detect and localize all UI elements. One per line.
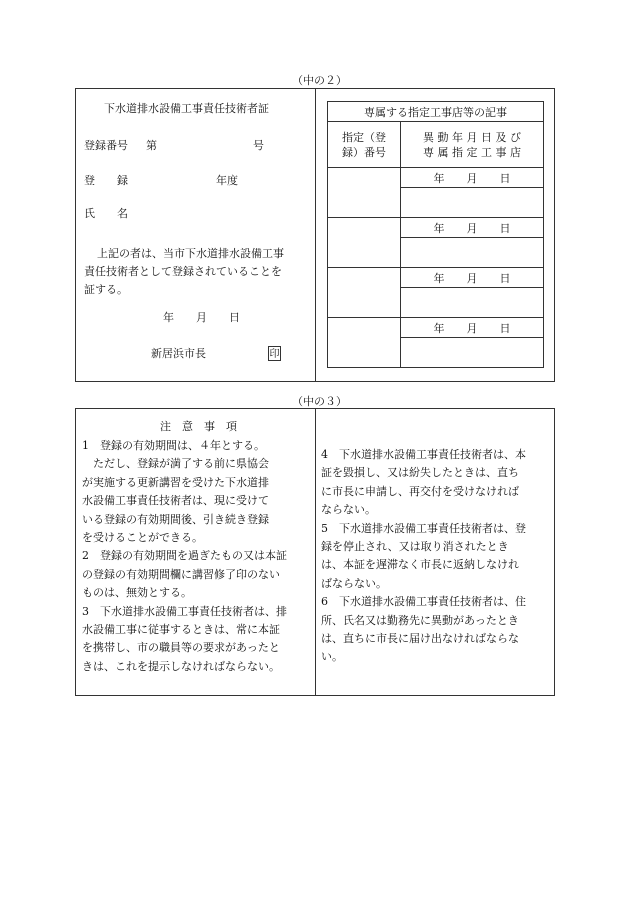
register-date-cell-4: 年 月 日 [401,318,544,338]
note-line: きは、これを提示しなければならない。 [82,659,280,673]
note-line: 5 下水道排水設備工事責任技術者は、登 [321,521,526,535]
notes-title: 注 意 事 項 [160,420,237,433]
note-line: に市長に申請し、再交付を受けなければ [321,484,519,498]
note-line: ならない。 [321,503,376,517]
issuer-name: 新居浜市長 [151,347,206,360]
note-line: い。 [321,650,343,664]
header-change-line-2: 専 属 指 定 工 事 店 [423,145,521,159]
section-label-2: （中の２） [292,74,347,87]
center-divider [315,89,316,381]
note-line: 3 下水道排水設備工事責任技術者は、排 [82,604,287,618]
note-line: は、本証を遅滞なく市長に返納しなけれ [321,558,519,572]
register-date-cell-3: 年 月 日 [401,268,544,288]
register-number-cell-4 [328,318,401,368]
note-line: 録を停止され、又は取り消されたとき [321,540,509,554]
register-number-cell-3 [328,268,401,318]
note-line: ばならない。 [321,576,387,590]
certificate-title: 下水道排水設備工事責任技術者証 [104,102,269,115]
note-line: 水設備工事に従事するときは、常に本証 [82,623,280,637]
issue-date: 年 月 日 [163,311,240,324]
registration-label: 登 録 [84,174,128,187]
note-line: 4 下水道排水設備工事責任技術者は、本 [321,448,526,461]
register-title: 専属する指定工事店等の記事 [328,102,544,122]
register-header-number [328,122,401,168]
register-number-cell-2 [328,218,401,268]
header-change-line-1: 異 動 年 月 日 及 び [423,130,521,144]
note-line: 2 登録の有効期間を過ぎたもの又は本証 [82,549,287,563]
note-line: は、直ちに市長に届け出なければならな [321,632,519,646]
note-line: ものは、無効とする。 [82,586,192,600]
statement-line-1: 上記の者は、当市下水道排水設備工事 [97,247,284,260]
note-line: ただし、登録が満了する前に県協会 [82,457,269,471]
registration-number-suffix: 号 [253,139,264,152]
header-number-line-1: 指定（登 [342,130,386,144]
header-number-line-2: 録）番号 [342,145,386,159]
note-line: 1 登録の有効期間は、４年とする。 [82,439,265,452]
note-line: が実施する更新講習を受けた下水道排 [82,475,269,489]
affiliation-register-table [327,101,544,368]
note-line: 水設備工事責任技術者は、現に受けて [82,494,269,508]
registration-number-label: 登録番号 [84,139,128,152]
register-header-change [401,122,544,168]
registration-year: 年度 [216,174,238,187]
seal-box: 印 [268,346,281,361]
note-line: いる登録の有効期間後、引き続き登録 [82,512,269,526]
name-label: 氏 名 [84,207,128,220]
statement-line-3: 証する。 [84,283,128,296]
note-line: の登録の有効期間欄に講習修了印のない [82,567,280,581]
note-line: を受けることができる。 [82,531,203,545]
register-shop-cell-4 [401,338,544,368]
section-label-3: （中の３） [292,395,347,408]
note-line: を携帯し、市の職員等の要求があったと [82,641,280,655]
register-number-cell-1 [328,168,401,218]
register-shop-cell-1 [401,188,544,218]
notes-left-column [82,437,304,676]
registration-number-prefix: 第 [146,139,157,152]
notes-divider [315,409,316,695]
statement-line-2: 責任技術者として登録されていることを [84,265,282,278]
register-date-cell-2: 年 月 日 [401,218,544,238]
notes-right-column [321,446,543,667]
register-shop-cell-2 [401,238,544,268]
register-shop-cell-3 [401,288,544,318]
note-line: 所、氏名又は勤務先に異動があったとき [321,613,519,627]
note-line: 証を毀損し、又は紛失したときは、直ち [321,466,519,480]
note-line: 6 下水道排水設備工事責任技術者は、住 [321,595,526,609]
register-date-cell-1: 年 月 日 [401,168,544,188]
